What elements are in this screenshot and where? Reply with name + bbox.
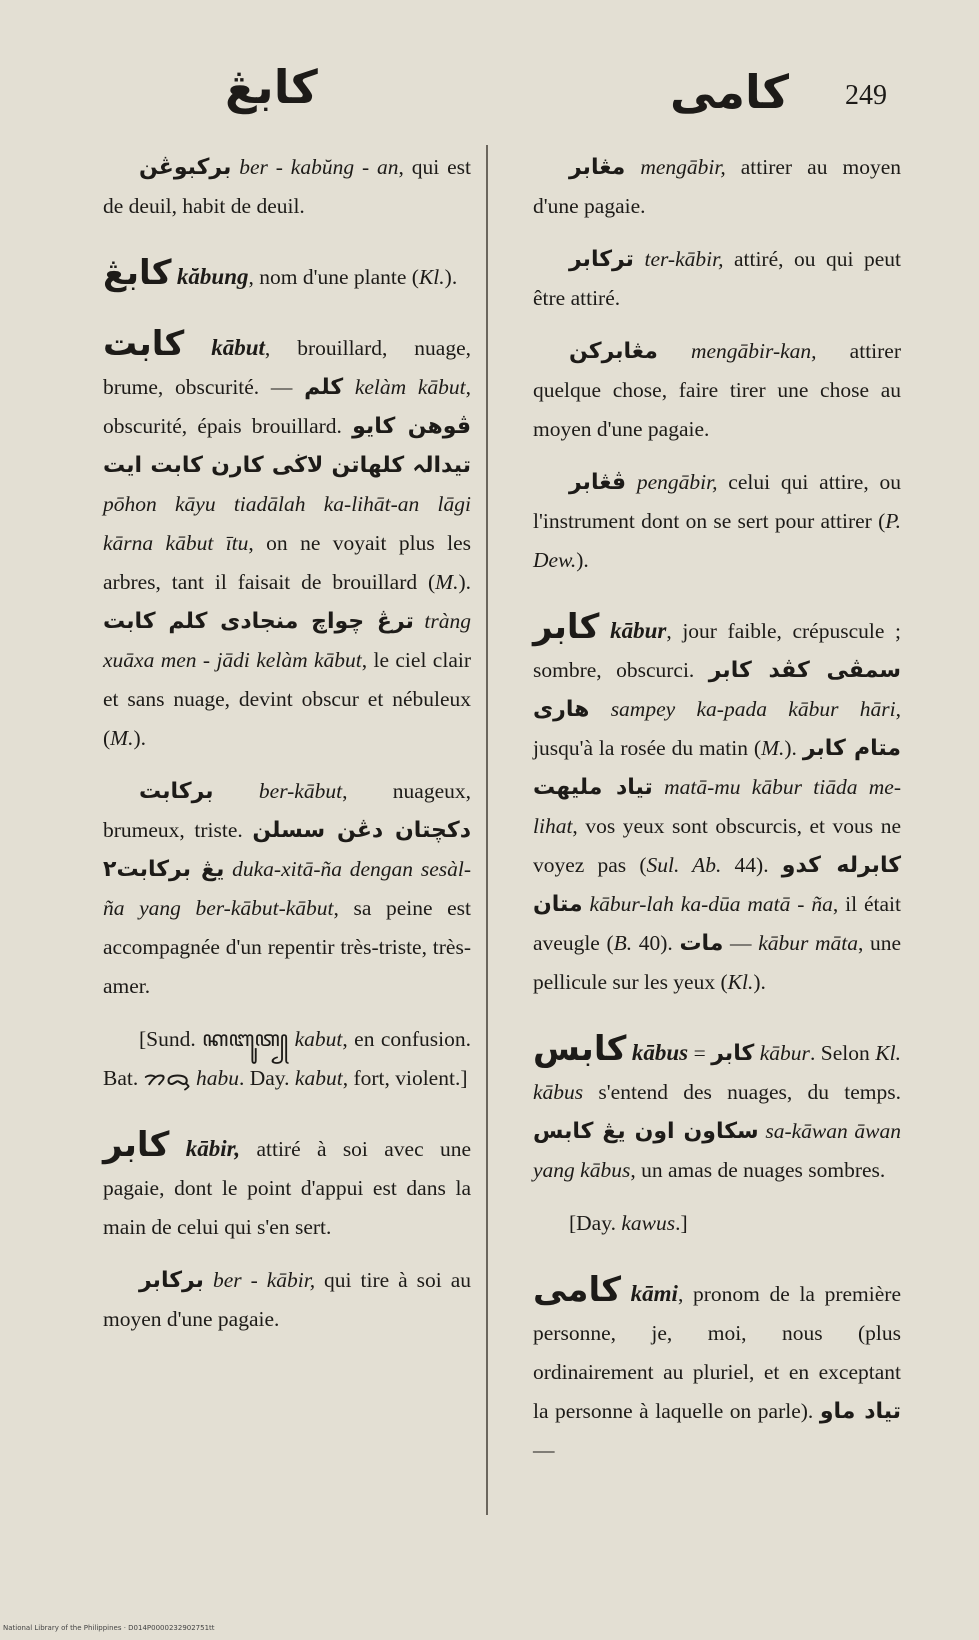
- arabic-example: سمڤى كڤد كابر هارى: [533, 658, 901, 722]
- romanized-example: duka-xitā-ña dengan sesàl-ña yang ber-kābut-kābut: [103, 857, 471, 920]
- arabic-term: كلم: [304, 375, 344, 400]
- source-ref: M.: [761, 736, 785, 760]
- entry-pengabir: [533, 463, 901, 580]
- punct: ).: [133, 726, 147, 750]
- etym-text: . Day.: [238, 1066, 290, 1090]
- definition: , jour faible, crépuscule ; sombre, obscurci.: [533, 619, 901, 682]
- definition: , qui est de deuil, habit de deuil.: [103, 155, 472, 218]
- romanized-term: kabut: [294, 1027, 343, 1051]
- romanized-term: pengābir,: [636, 470, 718, 494]
- entry-kabus: [533, 1030, 901, 1190]
- punct: —: [533, 1438, 555, 1462]
- entry-ber-kabir: [103, 1261, 471, 1339]
- definition: s'entend des nuages, du temps.: [583, 1080, 901, 1104]
- entry-kami: [533, 1271, 901, 1470]
- etym-text: .]: [675, 1211, 688, 1235]
- romanized-example: sa-kāwan āwan yang kābus: [533, 1119, 902, 1182]
- page-number: 249: [845, 80, 887, 111]
- arabic-term: مات: [679, 931, 724, 956]
- translation: , vos yeux sont obscurcis, et vous ne voyez pas (: [533, 814, 901, 877]
- translation: , jusqu'à la rosée du matin (: [533, 697, 902, 760]
- arabic-term: مڠابر: [569, 155, 626, 180]
- etymology-kabut: [103, 1020, 471, 1098]
- headword: kābus: [631, 1040, 689, 1065]
- arabic-term: بركابر: [139, 1268, 204, 1293]
- headword-arabic: كابر: [533, 607, 600, 647]
- arabic-term: تركابر: [569, 247, 634, 272]
- romanized-example: sampey ka-pada kābur hāri: [610, 697, 896, 721]
- punct: 44).: [721, 853, 769, 877]
- definition: qui tire à soi au moyen d'une pagaie.: [103, 1268, 471, 1331]
- entry-kabur: [533, 608, 901, 1002]
- romanized-term: mengābir-kan,: [690, 339, 817, 363]
- etym-text: [Sund.: [139, 1027, 196, 1051]
- arabic-term: مڠابركن: [569, 339, 658, 364]
- arabic-term: بركبوڠن: [139, 155, 232, 180]
- entry-mengabir-kan: [533, 332, 901, 449]
- headword: kābur: [610, 618, 667, 643]
- etym-text: [Day.: [569, 1211, 616, 1235]
- right-column: [533, 148, 901, 1484]
- romanized-term: kelàm kābut: [354, 375, 466, 399]
- romanized-example: kābur-lah ka-dūa matā - ña: [589, 892, 833, 916]
- definition: , brouillard, nuage, brume, obscurité. —: [103, 336, 471, 399]
- translation: , sa peine est accompagnée d'un repentir très-triste, très-amer.: [103, 896, 471, 998]
- headword-arabic: كابس: [533, 1029, 627, 1069]
- headword-arabic: كابر: [103, 1125, 170, 1165]
- headword: kābut: [211, 335, 265, 360]
- batak-script: ᯂᯅᯮ: [143, 1066, 191, 1090]
- punct: ).: [444, 265, 458, 289]
- definition: attirer au moyen d'une pagaie.: [533, 155, 902, 218]
- translation: , on ne voyait plus les arbres, tant il faisait de brouillard (: [103, 531, 471, 594]
- definition: attiré à soi avec une pagaie, dont le point d'appui est dans la main de celui qui s'en sert.: [103, 1137, 471, 1239]
- definition: , nuageux, brumeux, triste.: [103, 779, 471, 842]
- source-ref: Kl. kābus: [533, 1041, 901, 1104]
- source-ref: P. Dew.: [533, 509, 901, 572]
- punct: ).: [458, 570, 471, 594]
- definition: , une pellicule sur les yeux (: [533, 931, 902, 994]
- definition: , nom d'une plante (: [248, 265, 419, 289]
- romanized-term: kābur: [759, 1041, 810, 1065]
- arabic-term: ڤڠابر: [569, 470, 627, 495]
- headword: kăbung: [176, 264, 249, 289]
- arabic-term: كابر: [711, 1041, 755, 1066]
- punct: 40).: [632, 931, 673, 955]
- sundanese-script: ꦏꦧꦸꦠ꧀: [202, 1027, 289, 1051]
- punct: ).: [784, 736, 797, 760]
- source-ref: Kl.: [727, 970, 754, 994]
- entry-ter-kabir: [533, 240, 901, 318]
- definition: attiré, ou qui peut être attiré.: [533, 247, 902, 310]
- romanized-term: habu: [195, 1066, 239, 1090]
- source-ref: Kl.: [418, 265, 445, 289]
- etym-text: , en confusion. Bat.: [103, 1027, 472, 1090]
- arabic-example: دكچتان دڠن سسلن يڠ بركابت٢: [103, 818, 471, 882]
- definition: . Selon: [809, 1041, 870, 1065]
- entry-mengabir: [533, 148, 901, 226]
- romanized-example: tràng xuāxa men - jādi kelàm kābut: [103, 609, 472, 672]
- headword-arabic: كابت: [103, 324, 185, 364]
- page-header: [0, 60, 979, 130]
- romanized-term: kawus: [621, 1211, 676, 1235]
- romanized-term: ber - kābir,: [212, 1268, 316, 1292]
- source-ref: M.: [435, 570, 459, 594]
- punct: ).: [576, 548, 589, 572]
- romanized-example: matā-mu kābur tiāda me-lihat: [533, 775, 901, 838]
- entry-kabut: [103, 325, 471, 758]
- headword-arabic: كابڠ: [103, 253, 172, 293]
- arabic-example: تياد ماو: [819, 1399, 901, 1424]
- running-head-left: كابڠ: [225, 60, 318, 114]
- entry-ber-kabut: [103, 772, 471, 1006]
- romanized-term: kabut: [294, 1066, 343, 1090]
- arabic-example: ترڠ چواچ منجادى كلم كابت: [103, 609, 414, 634]
- etym-text: , fort, violent.]: [342, 1066, 468, 1090]
- arabic-example: سكاون اون يڠ كابس: [533, 1119, 759, 1144]
- entry-kabung: [103, 254, 471, 297]
- romanized-term: ber - kabŭng - an: [239, 155, 399, 179]
- romanized-term: ber-kābut: [258, 779, 343, 803]
- headword: kāmi: [630, 1281, 678, 1306]
- source-ref: Sul. Ab.: [646, 853, 722, 877]
- translation: , le ciel clair et sans nuage, devint obscur et nébuleux (: [103, 648, 471, 750]
- headword-arabic: كامى: [533, 1270, 621, 1310]
- definition: , pronom de la première personne, je, moi, nous (plus ordinairement au pluriel, et en exceptant la personne à laquelle on parle).: [533, 1282, 901, 1423]
- running-head-right: كامى: [670, 65, 790, 119]
- translation: , il était aveugle (: [533, 892, 902, 955]
- romanized-term: mengābir,: [640, 155, 726, 179]
- romanized-term: kābur māta: [758, 931, 858, 955]
- column-divider: [486, 145, 488, 1515]
- scan-footer: National Library of the Philippines · D014P0000232902751tt: [3, 1624, 215, 1632]
- arabic-example: ڤوهن كايو تيدالہ كلهاتن لاڬى كارن كابت ايت: [103, 414, 471, 478]
- left-column: [103, 148, 471, 1353]
- romanized-term: ter-kābir,: [644, 247, 724, 271]
- entry-ber-kabung-an: [103, 148, 471, 226]
- definition: attirer quelque chose, faire tirer une chose au moyen d'une pagaie.: [533, 339, 902, 441]
- source-ref: M.: [110, 726, 134, 750]
- headword: kābir,: [185, 1136, 241, 1161]
- punct: —: [723, 931, 752, 955]
- entry-kabir: [103, 1126, 471, 1247]
- etymology-kabus: [533, 1204, 901, 1243]
- punct: ).: [753, 970, 766, 994]
- definition: , obscurité, épais brouillard.: [103, 375, 472, 438]
- translation: , un amas de nuages sombres.: [630, 1158, 886, 1182]
- arabic-example: كابرله كدو متان: [533, 853, 901, 917]
- arabic-example: متام كابر تياد مليهت: [533, 736, 902, 800]
- equals-sign: =: [688, 1041, 706, 1065]
- arabic-term: بركابت: [139, 779, 214, 804]
- definition: celui qui attire, ou l'instrument dont on se sert pour attirer (: [533, 470, 902, 533]
- source-ref: B.: [613, 931, 633, 955]
- romanized-example: pōhon kāyu tiadālah ka-lihāt-an lāgi kārna kābut ītu: [103, 492, 471, 555]
